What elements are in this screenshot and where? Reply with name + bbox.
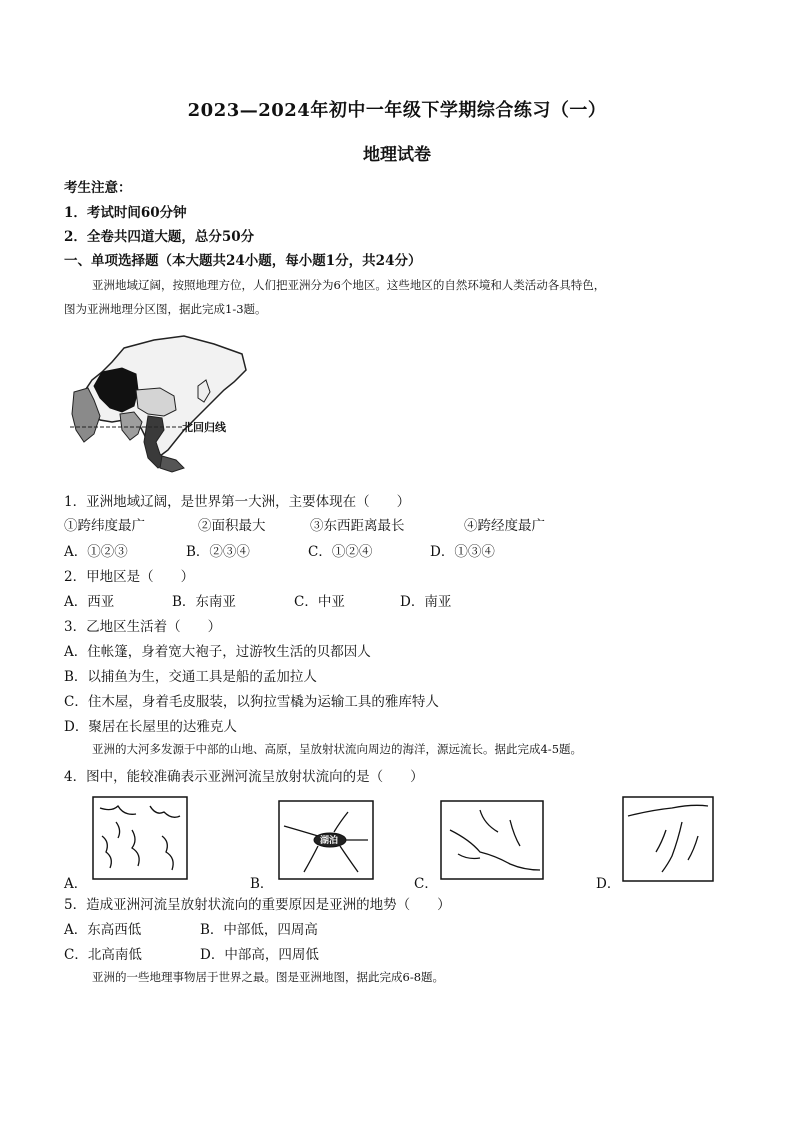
intro-1-line-1: 亚洲地域辽阔，按照地理方位，人们把亚洲分为6个地区。这些地区的自然环境和人类活动各具特色， (92, 278, 606, 292)
q1-option-b: B．②③④ (186, 544, 250, 560)
q2-option-a: A．西亚 (64, 594, 115, 610)
q1-statement-4: ④跨经度最广 (464, 518, 545, 534)
q4-lake-label: 湖泊 (320, 836, 339, 846)
q3-option-d: D．聚居在长屋里的达雅克人 (64, 719, 237, 735)
intro-2: 亚洲的大河多发源于中部的山地、高原，呈放射状流向周边的海洋，源远流长。据此完成4-5题。 (92, 742, 583, 756)
q4-figure-d (622, 796, 714, 882)
q4-option-b: B． (250, 876, 274, 892)
notice-heading: 考生注意： (64, 180, 132, 196)
q1-option-c: C．①②④ (308, 544, 373, 560)
notice-item-2: 2．全卷共四道大题，总分50分 (64, 229, 255, 245)
q1-stem: 1．亚洲地域辽阔，是世界第一大洲，主要体现在（ ） (64, 494, 411, 510)
q4-stem: 4．图中，能较准确表示亚洲河流呈放射状流向的是（ ） (64, 769, 424, 785)
q1-statement-2: ②面积最大 (198, 518, 266, 534)
intro-3: 亚洲的一些地理事物居于世界之最。图是亚洲地图，据此完成6-8题。 (92, 970, 445, 984)
q5-option-a: A．东高西低 (64, 922, 142, 938)
q5-option-c: C．北高南低 (64, 947, 142, 963)
q3-stem: 3．乙地区生活着（ ） (64, 619, 222, 635)
q5-option-d: D．中部高，四周低 (200, 947, 319, 963)
q2-option-c: C．中亚 (294, 594, 345, 610)
exam-title: 2023—2024年初中一年级下学期综合练习（一） (187, 100, 607, 121)
q2-stem: 2．甲地区是（ ） (64, 569, 195, 585)
notice-item-1: 1．考试时间60分钟 (64, 205, 187, 221)
q3-option-b: B．以捕鱼为生，交通工具是船的孟加拉人 (64, 669, 317, 685)
q4-option-c: C． (414, 876, 438, 892)
q4-figure-a (92, 796, 188, 880)
q4-figure-c (440, 800, 544, 880)
q1-statement-3: ③东西距离最长 (310, 518, 405, 534)
q1-option-d: D．①③④ (430, 544, 495, 560)
asia-map-svg (64, 330, 254, 478)
q2-option-d: D．南亚 (400, 594, 452, 610)
q3-option-c: C．住木屋，身着毛皮服装，以狗拉雪橇为运输工具的雅库特人 (64, 694, 439, 710)
section-heading: 一、单项选择题（本大题共24小题，每小题1分，共24分） (64, 253, 422, 269)
q4-option-d: D． (596, 876, 621, 892)
q3-option-a: A．住帐篷，身着宽大袍子，过游牧生活的贝都因人 (64, 644, 371, 660)
q4-option-a: A． (64, 876, 88, 892)
q5-option-b: B．中部低，四周高 (200, 922, 318, 938)
tropic-of-cancer-label: 北回归线 (182, 421, 226, 434)
q1-option-a: A．①②③ (64, 544, 128, 560)
asia-region-map (64, 330, 254, 478)
q1-statement-1: ①跨纬度最广 (64, 518, 145, 534)
q2-option-b: B．东南亚 (172, 594, 236, 610)
q5-stem: 5．造成亚洲河流呈放射状流向的重要原因是亚洲的地势（ ） (64, 897, 451, 913)
exam-subtitle: 地理试卷 (363, 145, 431, 165)
intro-1-line-2: 图为亚洲地理分区图，据此完成1-3题。 (64, 302, 267, 316)
